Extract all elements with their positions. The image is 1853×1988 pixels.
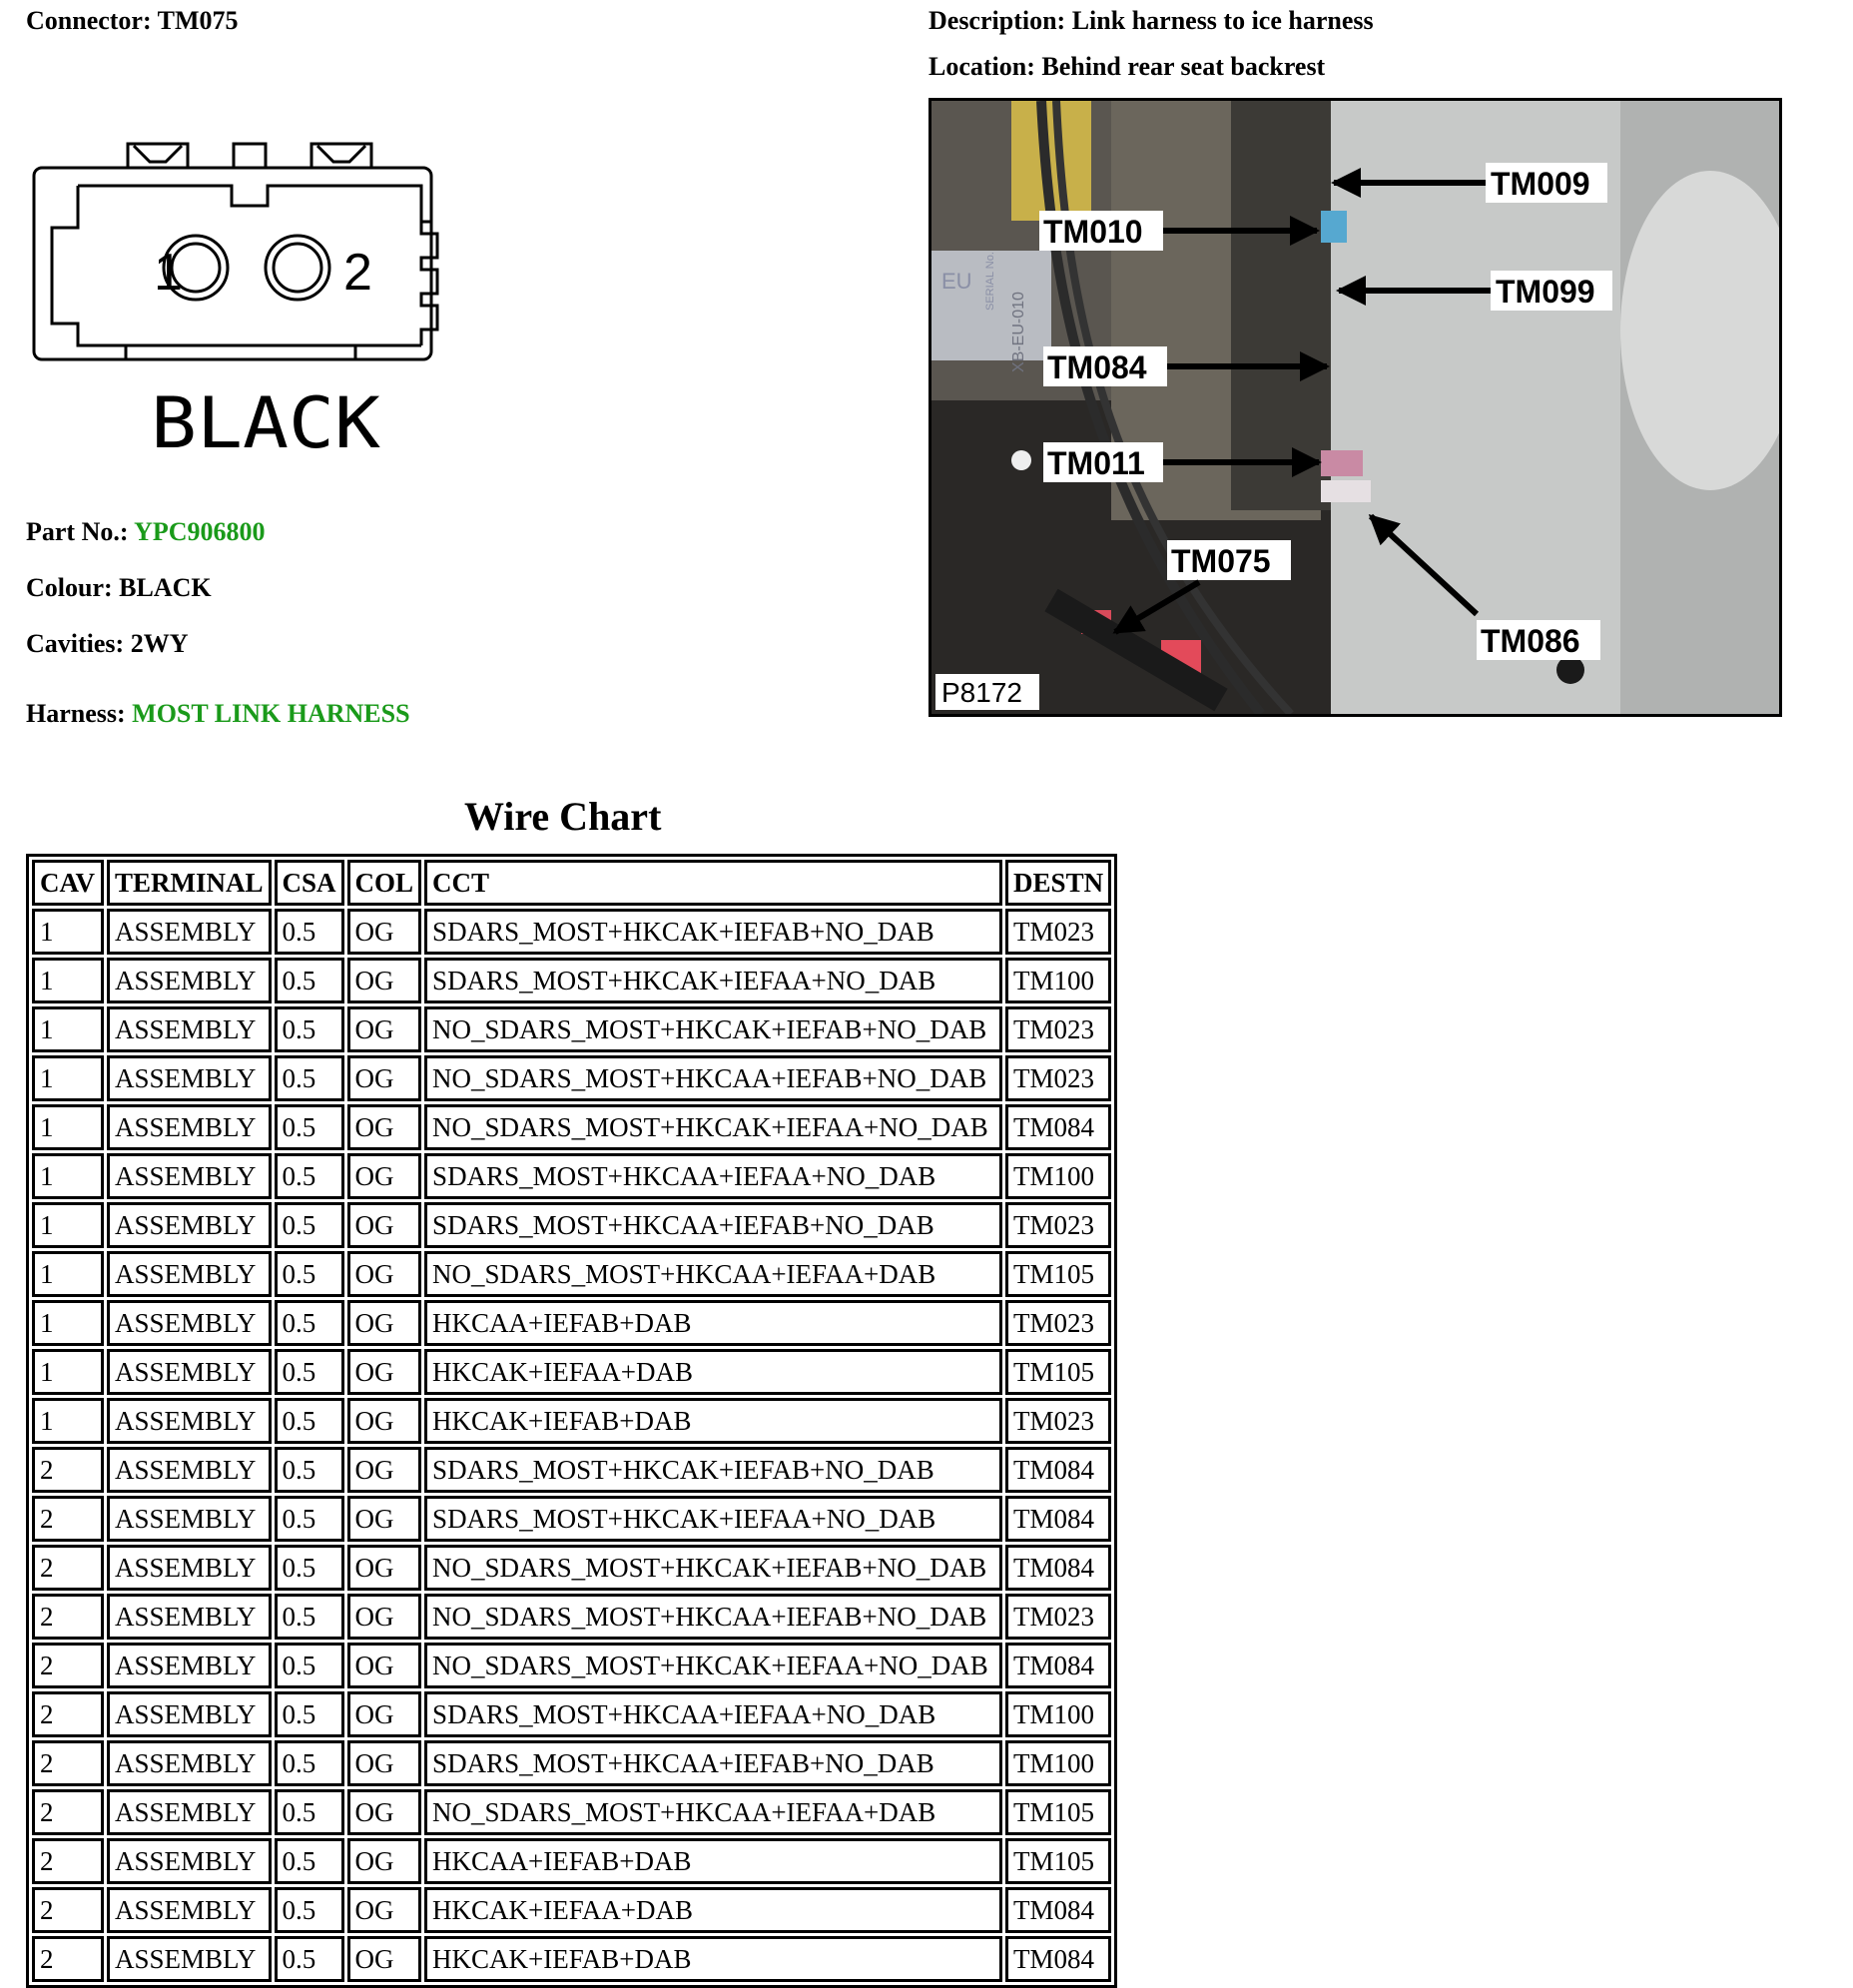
cell-destn: TM084 (1005, 1936, 1111, 1982)
cell-col: OG (347, 1740, 422, 1786)
header-cav: CAV (32, 860, 104, 906)
cell-cct: NO_SDARS_MOST+HKCAA+IEFAB+NO_DAB (424, 1594, 1002, 1640)
cell-cav: 2 (32, 1447, 104, 1493)
cell-cct: HKCAA+IEFAB+DAB (424, 1300, 1002, 1346)
cell-destn: TM105 (1005, 1838, 1111, 1884)
photo-label-serial: SERIAL No. (984, 252, 996, 311)
cell-csa: 0.5 (275, 1349, 344, 1395)
cell-terminal: ASSEMBLY (107, 1006, 272, 1052)
cell-csa: 0.5 (275, 1006, 344, 1052)
cell-destn: TM084 (1005, 1104, 1111, 1150)
cell-csa: 0.5 (275, 1740, 344, 1786)
connector-diagram (26, 128, 445, 467)
connector-field (26, 6, 239, 36)
cell-terminal: ASSEMBLY (107, 1398, 272, 1444)
cell-csa: 0.5 (275, 1251, 344, 1297)
cell-destn: TM023 (1005, 1594, 1111, 1640)
callout-tm075: TM075 (1171, 543, 1271, 579)
colour-label: Colour: (26, 573, 113, 602)
cell-csa: 0.5 (275, 1887, 344, 1933)
cell-csa: 0.5 (275, 1104, 344, 1150)
cell-cct: SDARS_MOST+HKCAA+IEFAB+NO_DAB (424, 1202, 1002, 1248)
cell-cav: 1 (32, 1251, 104, 1297)
cell-cct: NO_SDARS_MOST+HKCAA+IEFAA+DAB (424, 1789, 1002, 1835)
cell-cct: NO_SDARS_MOST+HKCAK+IEFAB+NO_DAB (424, 1545, 1002, 1591)
table-row (32, 1300, 1111, 1346)
cell-cav: 2 (32, 1545, 104, 1591)
cell-csa: 0.5 (275, 1789, 344, 1835)
cell-terminal: ASSEMBLY (107, 1691, 272, 1737)
table-row (32, 1447, 1111, 1493)
cell-cct: SDARS_MOST+HKCAK+IEFAA+NO_DAB (424, 958, 1002, 1003)
cell-cct: SDARS_MOST+HKCAK+IEFAA+NO_DAB (424, 1496, 1002, 1542)
callout-tm099: TM099 (1496, 274, 1595, 310)
description-label: Description: (928, 6, 1066, 35)
cell-cav: 1 (32, 1349, 104, 1395)
cell-destn: TM105 (1005, 1789, 1111, 1835)
cell-col: OG (347, 1104, 422, 1150)
cell-terminal: ASSEMBLY (107, 1838, 272, 1884)
table-row (32, 1838, 1111, 1884)
cell-cav: 2 (32, 1496, 104, 1542)
cell-col: OG (347, 1447, 422, 1493)
cell-cct: SDARS_MOST+HKCAA+IEFAA+NO_DAB (424, 1691, 1002, 1737)
cell-col: OG (347, 1398, 422, 1444)
location-label: Location: (928, 52, 1035, 81)
header-csa: CSA (275, 860, 344, 906)
photo-label-eu: EU (941, 269, 972, 294)
cell-cav: 2 (32, 1838, 104, 1884)
location-photo-image (931, 101, 1779, 714)
cell-cav: 2 (32, 1936, 104, 1982)
cell-terminal: ASSEMBLY (107, 1153, 272, 1199)
wire-chart-body (32, 909, 1111, 1982)
table-row (32, 1006, 1111, 1052)
cell-destn: TM023 (1005, 1006, 1111, 1052)
cell-destn: TM084 (1005, 1496, 1111, 1542)
cell-col: OG (347, 1153, 422, 1199)
cell-cav: 1 (32, 1300, 104, 1346)
harness-link[interactable]: MOST LINK HARNESS (132, 699, 410, 728)
pin-2-label: 2 (343, 244, 372, 302)
description-field (928, 6, 1374, 36)
cell-destn: TM105 (1005, 1251, 1111, 1297)
colour-field (26, 573, 212, 603)
cell-destn: TM100 (1005, 958, 1111, 1003)
header-destn: DESTN (1005, 860, 1111, 906)
callout-tm011: TM011 (1047, 445, 1145, 481)
header-col: COL (347, 860, 422, 906)
cell-cct: NO_SDARS_MOST+HKCAA+IEFAB+NO_DAB (424, 1055, 1002, 1101)
cell-destn: TM100 (1005, 1740, 1111, 1786)
cell-destn: TM084 (1005, 1447, 1111, 1493)
cell-cav: 1 (32, 1006, 104, 1052)
cell-csa: 0.5 (275, 1300, 344, 1346)
cell-col: OG (347, 958, 422, 1003)
cavities-field (26, 629, 188, 659)
table-row (32, 1349, 1111, 1395)
cell-cct: SDARS_MOST+HKCAA+IEFAB+NO_DAB (424, 1740, 1002, 1786)
cell-terminal: ASSEMBLY (107, 1055, 272, 1101)
cell-col: OG (347, 909, 422, 955)
table-row (32, 1887, 1111, 1933)
cell-cct: HKCAA+IEFAB+DAB (424, 1838, 1002, 1884)
table-row (32, 1691, 1111, 1737)
cell-col: OG (347, 1496, 422, 1542)
cell-csa: 0.5 (275, 1202, 344, 1248)
cell-cav: 1 (32, 1104, 104, 1150)
cell-col: OG (347, 1691, 422, 1737)
table-row (32, 1643, 1111, 1688)
cell-terminal: ASSEMBLY (107, 1300, 272, 1346)
colour-value: BLACK (119, 573, 212, 602)
cell-col: OG (347, 1643, 422, 1688)
cell-csa: 0.5 (275, 1545, 344, 1591)
cell-csa: 0.5 (275, 1691, 344, 1737)
table-row (32, 1789, 1111, 1835)
cell-terminal: ASSEMBLY (107, 1594, 272, 1640)
description-value: Link harness to ice harness (1071, 6, 1374, 35)
location-value: Behind rear seat backrest (1041, 52, 1326, 81)
table-row (32, 958, 1111, 1003)
photo-code: P8172 (941, 677, 1022, 708)
part-no-label: Part No.: (26, 517, 129, 546)
cell-cav: 1 (32, 1153, 104, 1199)
table-row (32, 1055, 1111, 1101)
cell-csa: 0.5 (275, 1643, 344, 1688)
connector-label: Connector: (26, 6, 152, 35)
cell-col: OG (347, 1202, 422, 1248)
table-row (32, 1153, 1111, 1199)
cell-col: OG (347, 1545, 422, 1591)
cell-cct: HKCAK+IEFAA+DAB (424, 1887, 1002, 1933)
cell-col: OG (347, 1055, 422, 1101)
wire-chart-title: Wire Chart (464, 794, 662, 839)
harness-field (26, 699, 410, 729)
cell-col: OG (347, 1300, 422, 1346)
cell-terminal: ASSEMBLY (107, 1104, 272, 1150)
cell-cav: 2 (32, 1691, 104, 1737)
cell-destn: TM023 (1005, 1300, 1111, 1346)
callout-tm084: TM084 (1047, 349, 1147, 385)
cell-cct: HKCAK+IEFAA+DAB (424, 1349, 1002, 1395)
cell-csa: 0.5 (275, 1447, 344, 1493)
table-row (32, 1936, 1111, 1982)
table-row (32, 909, 1111, 955)
cell-csa: 0.5 (275, 958, 344, 1003)
cell-csa: 0.5 (275, 1936, 344, 1982)
cell-terminal: ASSEMBLY (107, 1936, 272, 1982)
cell-terminal: ASSEMBLY (107, 1740, 272, 1786)
cell-cct: HKCAK+IEFAB+DAB (424, 1398, 1002, 1444)
table-row (32, 1104, 1111, 1150)
callout-tm086: TM086 (1481, 623, 1580, 659)
cell-destn: TM023 (1005, 1055, 1111, 1101)
cell-cct: HKCAK+IEFAB+DAB (424, 1936, 1002, 1982)
cell-cav: 1 (32, 909, 104, 955)
cell-terminal: ASSEMBLY (107, 958, 272, 1003)
cell-csa: 0.5 (275, 1153, 344, 1199)
cell-cav: 1 (32, 1055, 104, 1101)
cell-csa: 0.5 (275, 1496, 344, 1542)
photo-label-xb: XB-EU-010 (1010, 292, 1027, 372)
cell-cav: 2 (32, 1789, 104, 1835)
cell-terminal: ASSEMBLY (107, 1349, 272, 1395)
cell-destn: TM023 (1005, 1202, 1111, 1248)
cell-destn: TM105 (1005, 1349, 1111, 1395)
cell-cav: 2 (32, 1594, 104, 1640)
cell-cct: NO_SDARS_MOST+HKCAK+IEFAA+NO_DAB (424, 1643, 1002, 1688)
part-no-link[interactable]: YPC906800 (134, 517, 266, 546)
cell-cct: NO_SDARS_MOST+HKCAK+IEFAA+NO_DAB (424, 1104, 1002, 1150)
location-photo (928, 98, 1782, 717)
table-row (32, 1202, 1111, 1248)
callout-tm009: TM009 (1491, 166, 1590, 202)
cell-col: OG (347, 1838, 422, 1884)
cell-cct: SDARS_MOST+HKCAK+IEFAB+NO_DAB (424, 909, 1002, 955)
cell-cav: 1 (32, 1398, 104, 1444)
table-row (32, 1740, 1111, 1786)
cavities-value: 2WY (130, 629, 189, 658)
cell-col: OG (347, 1789, 422, 1835)
cell-terminal: ASSEMBLY (107, 909, 272, 955)
cell-terminal: ASSEMBLY (107, 1643, 272, 1688)
cell-destn: TM084 (1005, 1887, 1111, 1933)
table-row (32, 1594, 1111, 1640)
cell-destn: TM023 (1005, 1398, 1111, 1444)
cell-col: OG (347, 1594, 422, 1640)
cell-cct: SDARS_MOST+HKCAA+IEFAA+NO_DAB (424, 1153, 1002, 1199)
cell-csa: 0.5 (275, 1398, 344, 1444)
cell-col: OG (347, 1887, 422, 1933)
cell-destn: TM023 (1005, 909, 1111, 955)
cell-cav: 1 (32, 958, 104, 1003)
header-cct: CCT (424, 860, 1002, 906)
cell-destn: TM084 (1005, 1545, 1111, 1591)
cell-terminal: ASSEMBLY (107, 1789, 272, 1835)
cell-csa: 0.5 (275, 1594, 344, 1640)
table-row (32, 1496, 1111, 1542)
cell-col: OG (347, 1349, 422, 1395)
cell-terminal: ASSEMBLY (107, 1202, 272, 1248)
colour-diagram-label: BLACK (151, 382, 380, 464)
cell-col: OG (347, 1251, 422, 1297)
wire-chart-table (26, 854, 1117, 1988)
cell-terminal: ASSEMBLY (107, 1887, 272, 1933)
cell-csa: 0.5 (275, 1055, 344, 1101)
cell-destn: TM084 (1005, 1643, 1111, 1688)
cell-cct: SDARS_MOST+HKCAK+IEFAB+NO_DAB (424, 1447, 1002, 1493)
cell-terminal: ASSEMBLY (107, 1545, 272, 1591)
cell-cct: NO_SDARS_MOST+HKCAK+IEFAB+NO_DAB (424, 1006, 1002, 1052)
cell-destn: TM100 (1005, 1691, 1111, 1737)
cell-terminal: ASSEMBLY (107, 1447, 272, 1493)
part-no-field (26, 517, 266, 547)
cell-cav: 2 (32, 1643, 104, 1688)
cell-cav: 1 (32, 1202, 104, 1248)
location-field (928, 52, 1325, 82)
cell-destn: TM100 (1005, 1153, 1111, 1199)
table-row (32, 1545, 1111, 1591)
table-row (32, 1251, 1111, 1297)
table-header-row (32, 860, 1111, 906)
cell-terminal: ASSEMBLY (107, 1251, 272, 1297)
table-row (32, 1398, 1111, 1444)
cell-col: OG (347, 1936, 422, 1982)
cell-cav: 2 (32, 1740, 104, 1786)
cell-cct: NO_SDARS_MOST+HKCAA+IEFAA+DAB (424, 1251, 1002, 1297)
header-terminal: TERMINAL (107, 860, 272, 906)
harness-label: Harness: (26, 699, 126, 728)
cell-col: OG (347, 1006, 422, 1052)
cell-cav: 2 (32, 1887, 104, 1933)
cell-csa: 0.5 (275, 909, 344, 955)
pin-1-label: 1 (154, 244, 183, 302)
cell-terminal: ASSEMBLY (107, 1496, 272, 1542)
cell-csa: 0.5 (275, 1838, 344, 1884)
connector-value: TM075 (157, 6, 239, 35)
callout-tm010: TM010 (1043, 214, 1143, 250)
cavities-label: Cavities: (26, 629, 125, 658)
